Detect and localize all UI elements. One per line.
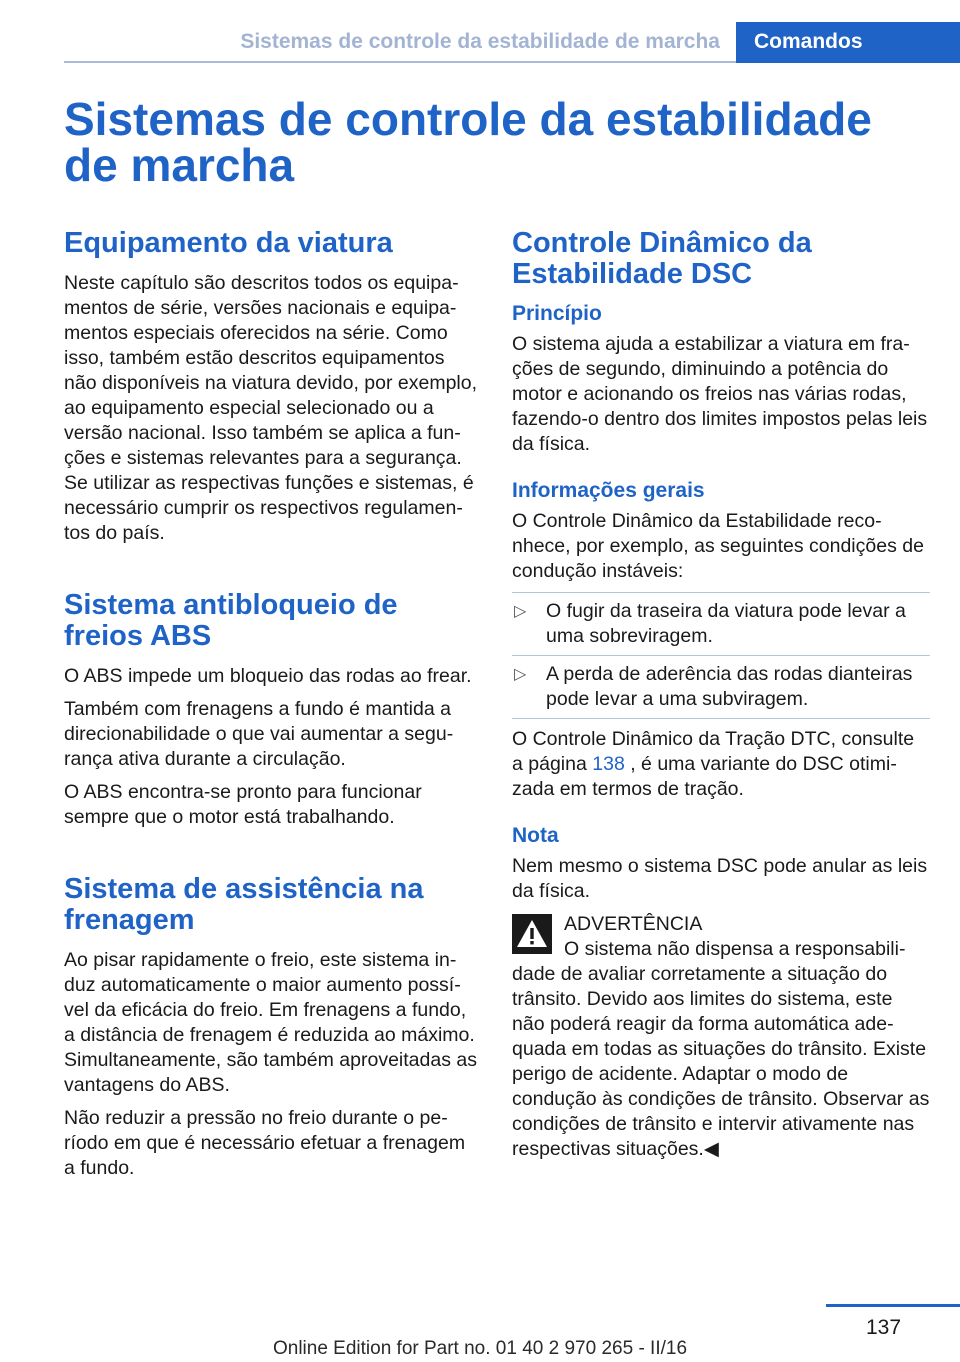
note-paragraph: Nem mesmo o sistema DSC pode anular as leis da física.	[512, 855, 928, 902]
equipment-paragraph: Neste capítulo são descritos todos os equipamentos de série, versões nacionais e equipamentos especiais oferecidos na série. Como isso, também estão descritos equipamentos não disponíveis na viatura devido, por exemplo, ao equipamento especial selecionado ou a versão nacional. Isso também se aplica a funções e sistemas relevantes para a segurança. Se utilizar as respectivas funções e sistemas, é necessário cumprir os respectivos regulamentos do país.	[64, 272, 478, 544]
left-column	[64, 228, 478, 1189]
triangle-bullet-icon: ▷	[514, 603, 527, 620]
list-item	[512, 656, 930, 719]
header-section-title: Sistemas de controle da estabilidade de marcha	[240, 30, 720, 53]
footer-edition: Online Edition for Part no. 01 40 2 970 265 - II/16	[272, 1338, 688, 1359]
dtc-text-after: , é uma variante do DSC otimizada em termos de tração.	[512, 753, 897, 800]
warning-text	[512, 937, 930, 1162]
warning-block	[512, 912, 930, 1162]
brake-assist-heading: Sistema de assistência na frenagem	[64, 873, 424, 936]
general-info-intro: O Controle Dinâmico da Estabilidade reconhece, por exemplo, as seguintes condições de condução instáveis:	[512, 510, 924, 582]
equipment-heading: Equipamento da viatura	[64, 227, 393, 259]
brake-assist-paragraph-2: Não reduzir a pressão no freio durante o período em que é necessário efetuar a frenagem a fundo.	[64, 1107, 466, 1179]
instability-list	[512, 592, 930, 719]
triangle-bullet-icon: ▷	[514, 666, 527, 683]
principle-paragraph: O sistema ajuda a estabilizar a viatura em frações de segundo, diminuindo a potência do motor e acionando os freios nas várias rodas, fazendo-o dentro dos limites impostos pelas leis da física.	[512, 333, 928, 455]
page-reference-link[interactable]: 138	[592, 753, 625, 775]
brake-assist-paragraph-1: Ao pisar rapidamente o freio, este sistema induz automaticamente o maior aumento possível da eficácia do freio. Em frenagens a fundo, a distância de frenagem é reduzida ao máximo. Simultaneamente, são também aproveitadas as vantagens do ABS.	[64, 949, 477, 1096]
end-marker-icon: ◀	[703, 1138, 719, 1160]
list-item-text: O fugir da traseira da viatura pode levar a uma sobreviragem.	[546, 600, 906, 647]
note-heading: Nota	[512, 824, 559, 847]
warning-triangle-icon	[512, 914, 552, 954]
warning-body: O sistema não dispensa a responsabilidade de avaliar corretamente a situação do trânsito. Devido aos limites do sistema, este não poderá reagir da forma automática adequada em todas as situações do trânsito. Existe perigo de acidente. Adaptar o modo de condução às condições de trânsito. Observar as condições de trânsito e intervir ativamente nas respectivas situações.	[512, 938, 930, 1160]
principle-heading: Princípio	[512, 302, 602, 325]
dtc-text-before: O Controle Dinâmico da Tração DTC, consulte a página	[512, 728, 915, 775]
list-item	[512, 592, 930, 656]
page-number: 137	[866, 1316, 902, 1339]
list-item-text: A perda de aderência das rodas dianteiras pode levar a uma subviragem.	[546, 663, 913, 710]
dtc-paragraph	[512, 727, 930, 802]
right-column	[512, 228, 930, 1162]
abs-heading: Sistema antibloqueio de freios ABS	[64, 589, 398, 652]
dsc-heading: Controle Dinâmico da Estabilidade DSC	[512, 227, 812, 290]
header-chapter-tab: Comandos	[736, 22, 960, 63]
page-title: Sistemas de controle da estabilidade de marcha	[64, 93, 872, 191]
abs-paragraph-3: O ABS encontra-se pronto para funcionar sempre que o motor está trabalhando.	[64, 781, 422, 828]
abs-paragraph-1: O ABS impede um bloqueio das rodas ao frear.	[64, 665, 472, 687]
abs-paragraph-2: Também com frenagens a fundo é mantida a direcionabilidade o que vai aumentar a segurança ativa durante a circulação.	[64, 698, 454, 770]
footer-rule	[826, 1304, 960, 1307]
general-info-heading: Informações gerais	[512, 479, 705, 502]
warning-title: ADVERTÊNCIA	[564, 913, 703, 935]
